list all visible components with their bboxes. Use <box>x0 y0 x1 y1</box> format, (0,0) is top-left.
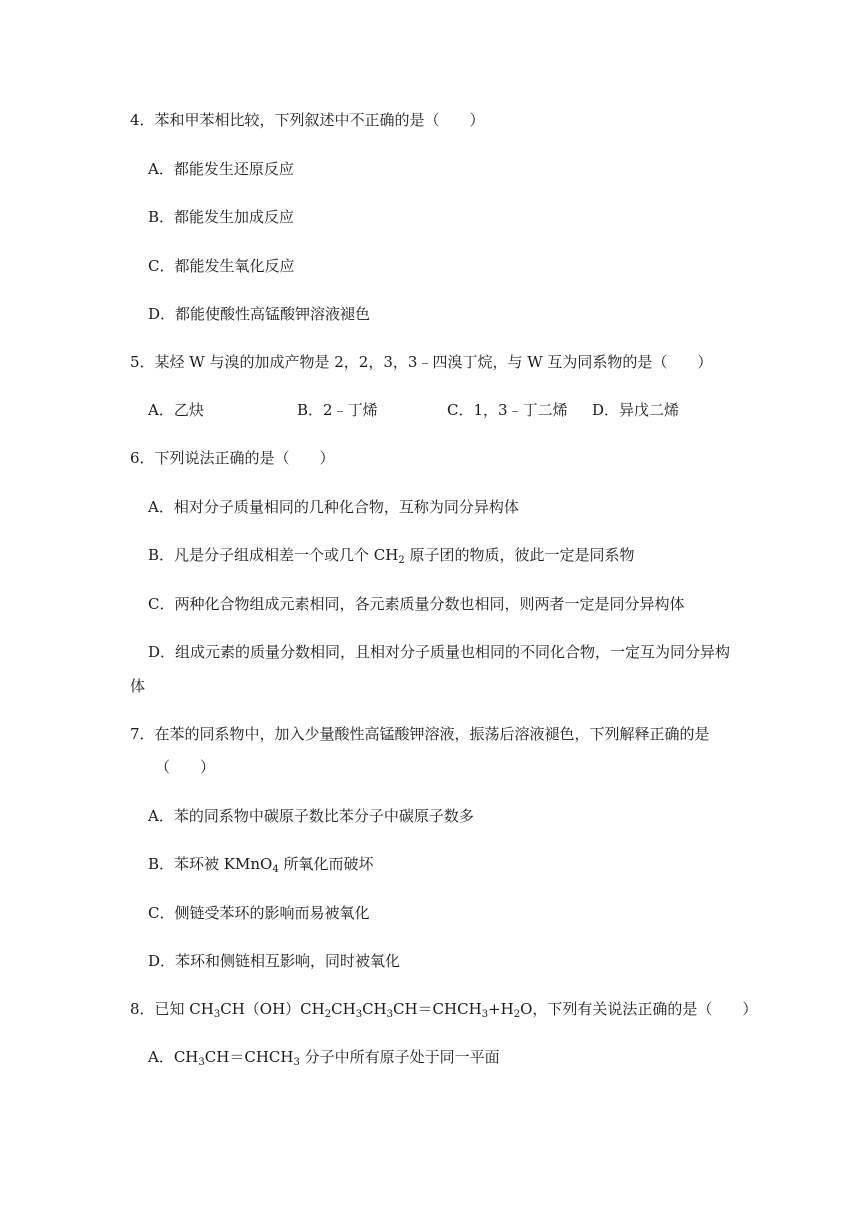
question-7-option-b: B．苯环被 KMnO$_4$ 所氧化而破坏 <box>148 855 374 875</box>
question-4-option-d: D．都能使酸性高锰酸钾溶液褪色 <box>148 305 371 323</box>
question-7-option-a: A．苯的同系物中碳原子数比苯分子中碳原子数多 <box>148 807 474 825</box>
question-5-option-c: C．1，3﹣丁二烯 <box>447 401 568 419</box>
question-5-stem: 5．某烃 W 与溴的加成产物是 2，2，3，3﹣四溴丁烷，与 W 互为同系物的是（ ） <box>130 353 713 371</box>
question-4-option-a: A．都能发生还原反应 <box>148 160 294 178</box>
question-7-option-c: C．侧链受苯环的影响而易被氧化 <box>148 904 370 922</box>
question-4-stem: 4．苯和甲苯相比较，下列叙述中不正确的是（ ） <box>130 111 485 129</box>
question-6-stem: 6．下列说法正确的是（ ） <box>130 449 335 467</box>
question-7-stem-continued: （ ） <box>155 758 216 776</box>
question-7-stem: 7．在苯的同系物中，加入少量酸性高锰酸钾溶液，振荡后溶液褪色，下列解释正确的是 <box>130 725 710 743</box>
question-6-option-d: D．组成元素的质量分数相同，且相对分子质量也相同的不同化合物，一定互为同分异构 <box>148 643 731 661</box>
question-5-option-a: A．乙炔 <box>148 401 204 419</box>
question-6-option-d-continued: 体 <box>130 677 146 695</box>
question-5-option-d: D．异戊二烯 <box>592 401 680 419</box>
question-8-option-a: A．$CH_3CH=CHCH_3$ 分子中所有原子处于同一平面 <box>148 1048 500 1068</box>
question-6-option-b: B．凡是分子组成相差一个或几个 $CH_2$ 原子团的物质，彼此一定是同系物 <box>148 546 635 566</box>
question-6-option-a: A．相对分子质量相同的几种化合物，互称为同分异构体 <box>148 498 519 516</box>
question-8-stem: 8．已知 $CH_3CH(OH)CH_2CH_3CH_3CH=CHCH_3+H_2O$，下列有关说法正确的是（ ） <box>130 1000 758 1020</box>
question-5-option-b: B．2﹣丁烯 <box>297 401 378 419</box>
question-6-option-c: C．两种化合物组成元素相同，各元素质量分数也相同，则两者一定是同分异构体 <box>148 595 685 613</box>
question-4-option-c: C．都能发生氧化反应 <box>148 257 295 275</box>
question-4-option-b: B．都能发生加成反应 <box>148 208 295 226</box>
question-7-option-d: D．苯环和侧链相互影响，同时被氧化 <box>148 952 401 970</box>
